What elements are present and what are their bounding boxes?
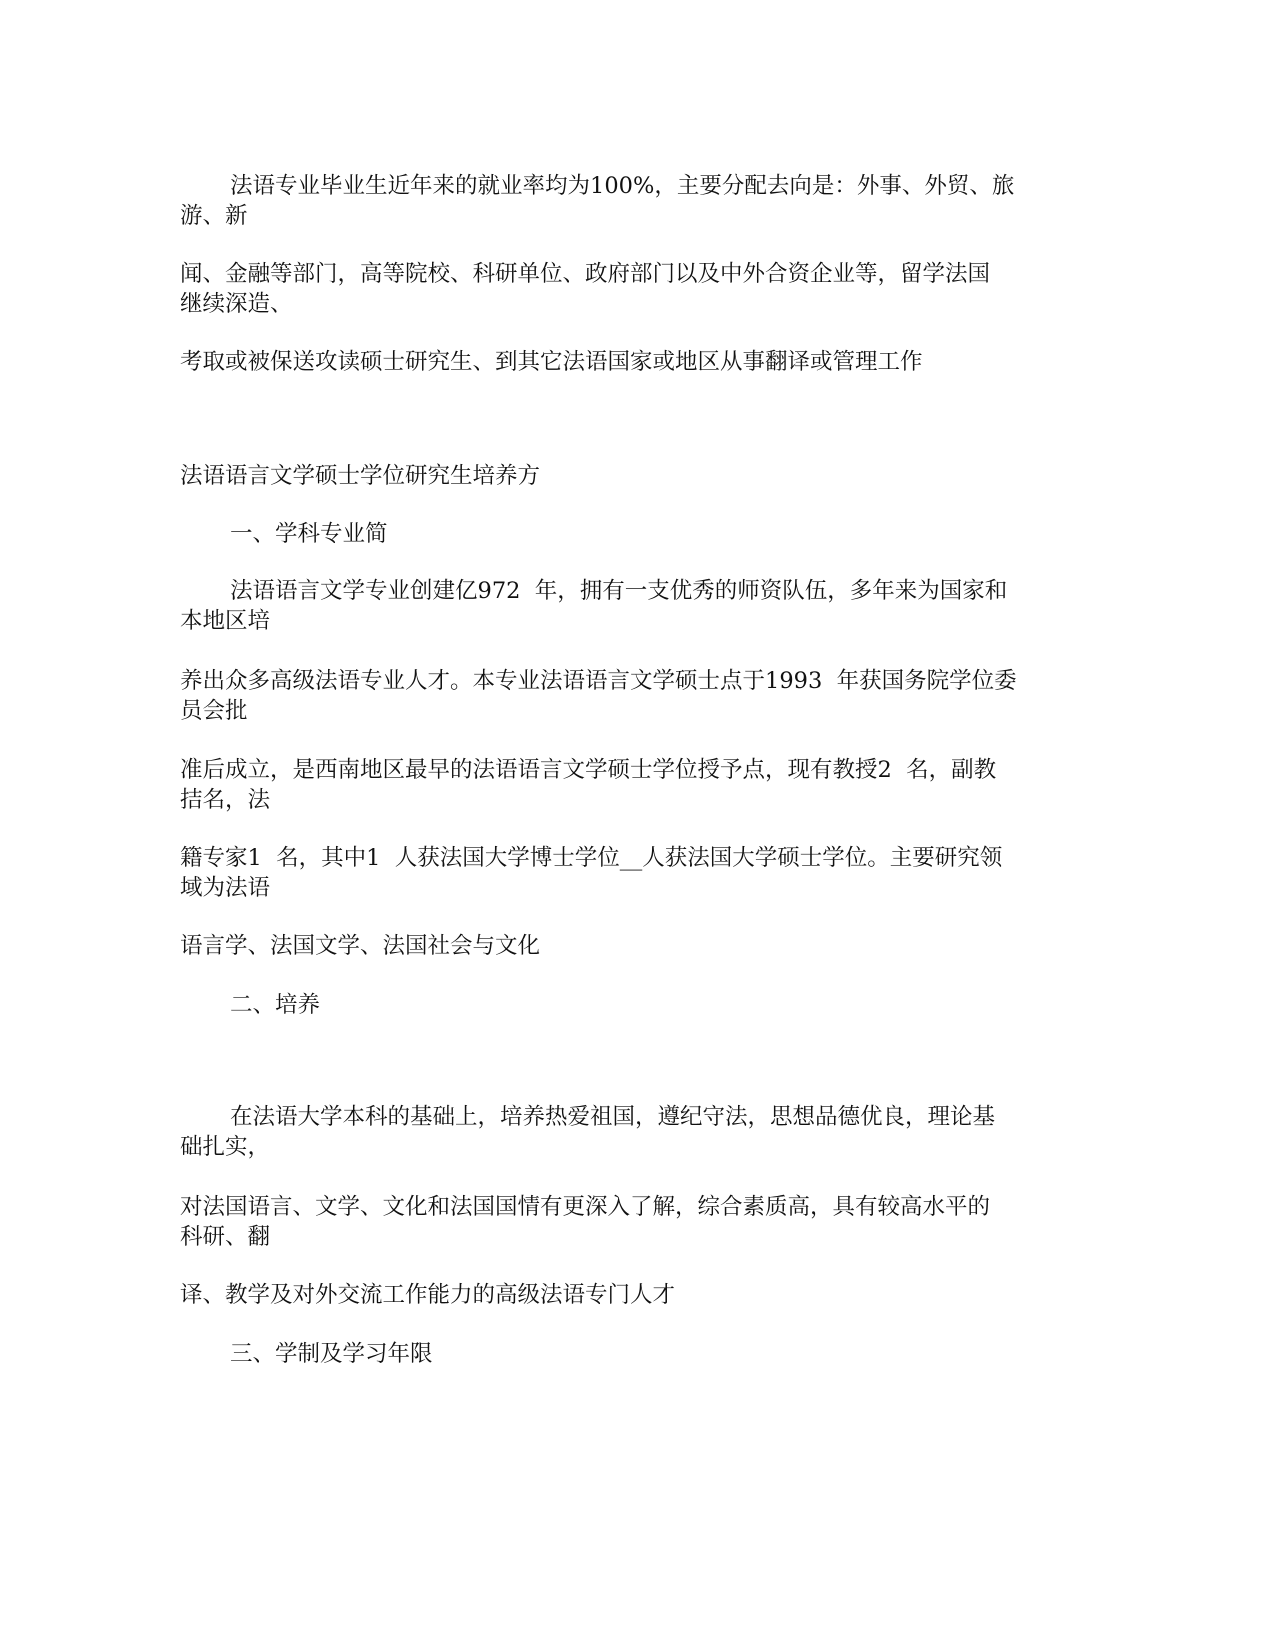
section-1-line-6: 拮名，法	[180, 787, 271, 813]
paragraph-1-line-4: 继续深造、	[180, 291, 293, 317]
paragraph-1-line-1: 法语专业毕业生近年来的就业率均为100%，主要分配去向是：外事、外贸、旅	[230, 173, 1015, 199]
paragraph-1-line-2: 游、新	[180, 203, 248, 229]
section-1-line-4: 员会批	[180, 698, 248, 724]
section-2-line-2: 础扎实，	[180, 1134, 271, 1160]
section-2-line-3: 对法国语言、文学、文化和法国国情有更深入了解，综合素质高，具有较高水平的	[180, 1194, 991, 1220]
paragraph-1-line-3: 闻、金融等部门，高等院校、科研单位、政府部门以及中外合资企业等，留学法国	[180, 261, 991, 287]
section-2-line-5: 译、教学及对外交流工作能力的高级法语专门人才	[180, 1282, 676, 1308]
section-1-line-5: 准后成立，是西南地区最早的法语语言文学硕士学位授予点，现有教授2 名，副教	[180, 757, 997, 783]
program-heading: 法语语言文学硕士学位研究生培养方	[180, 463, 541, 489]
paragraph-1-line-5: 考取或被保送攻读硕士研究生、到其它法语国家或地区从事翻译或管理工作	[180, 349, 923, 375]
section-2-line-4: 科研、翻	[180, 1224, 271, 1250]
section-1-line-1: 法语语言文学专业创建亿972 年，拥有一支优秀的师资队伍，多年来为国家和	[230, 578, 1008, 604]
section-1-line-7: 籍专家1 名，其中1 人获法国大学博士学位__人获法国大学硕士学位。主要研究领	[180, 845, 1003, 871]
section-1-line-8: 域为法语	[180, 875, 271, 901]
section-1-line-2: 本地区培	[180, 608, 271, 634]
section-2-heading: 二、培养	[230, 992, 321, 1018]
section-1-line-9: 语言学、法国文学、法国社会与文化	[180, 933, 541, 959]
section-3-heading: 三、学制及学习年限	[230, 1341, 433, 1367]
section-1-line-3: 养出众多高级法语专业人才。本专业法语语言文学硕士点于1993 年获国务院学位委	[180, 668, 1017, 694]
section-1-heading: 一、学科专业简	[230, 521, 388, 547]
section-2-line-1: 在法语大学本科的基础上，培养热爱祖国，遵纪守法，思想品德优良，理论基	[230, 1104, 996, 1130]
